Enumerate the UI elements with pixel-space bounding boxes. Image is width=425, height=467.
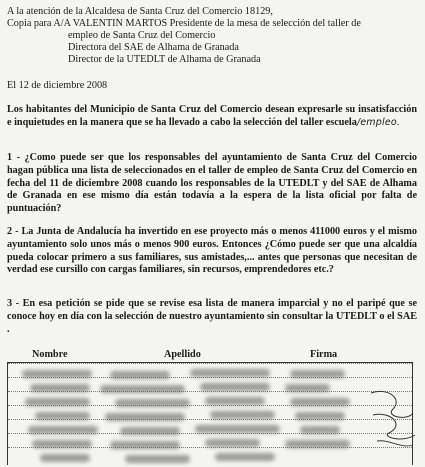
header-line-4: Directora del SAE de Alhama de Granada <box>68 42 239 53</box>
header-line-1: A la atención de la Alcaldesa de Santa Cruz del Comercio 18129, <box>7 6 273 17</box>
column-header-apellido: Apellido <box>164 349 201 360</box>
intro-paragraph <box>7 104 417 130</box>
handwritten-signature-strokes <box>363 385 423 455</box>
letter-date: El 12 de diciembre 2008 <box>7 80 108 91</box>
header-line-3: empleo de Santa Cruz del Comercio <box>68 30 216 41</box>
point-1-paragraph: 1 - ¿Como puede ser que los responsables del ayuntamiento de Santa Cruz del Comercio hagan pública una lista de seleccionados en el taller de empleo de Santa Cruz del Comercio en fecha del 11 de diciembre 2008 cuando los responsables de la UTEDLT y del SAE de Alhama de Granada en ese mismo día están todavía a la espera de la lista oficial por falta de puntuación? <box>7 152 417 215</box>
point-2-paragraph: 2 - La Junta de Andalucía ha invertido en ese proyecto más o menos 411000 euros y el mismo ayuntamiento solo unos más o menos 900 euros. Entonces ¿Cómo puede ser que una alcaldía pueda colocar primero a sus familiares, sus amistades,... antes que personas que necesitan de verdad ese cursillo con cargas familiares, sin recursos, emprendedores etc.? <box>7 226 417 276</box>
column-header-firma: Firma <box>310 349 338 360</box>
header-line-2: Copia para A/A VALENTIN MARTOS Presidente de la mesa de selección del taller de <box>7 18 361 29</box>
point-3-paragraph: 3 - En esa petición se pide que se revise esa lista de manera imparcial y no el paripé que se conoce hoy en día con la selección de nuestro ayuntamiento sin consultar la UTEDLT o el SAE . <box>7 298 417 335</box>
handwritten-correction: /empleo. <box>356 116 401 128</box>
column-header-nombre: Nombre <box>32 349 68 360</box>
header-line-5: Director de la UTEDLT de Alhama de Granada <box>68 54 261 65</box>
intro-text: Los habitantes del Municipio de Santa Cruz del Comercio desean expresarle su insatisfacción e inquietudes en la manera que se ha llevado a cabo la selección del taller escuela <box>7 104 417 128</box>
